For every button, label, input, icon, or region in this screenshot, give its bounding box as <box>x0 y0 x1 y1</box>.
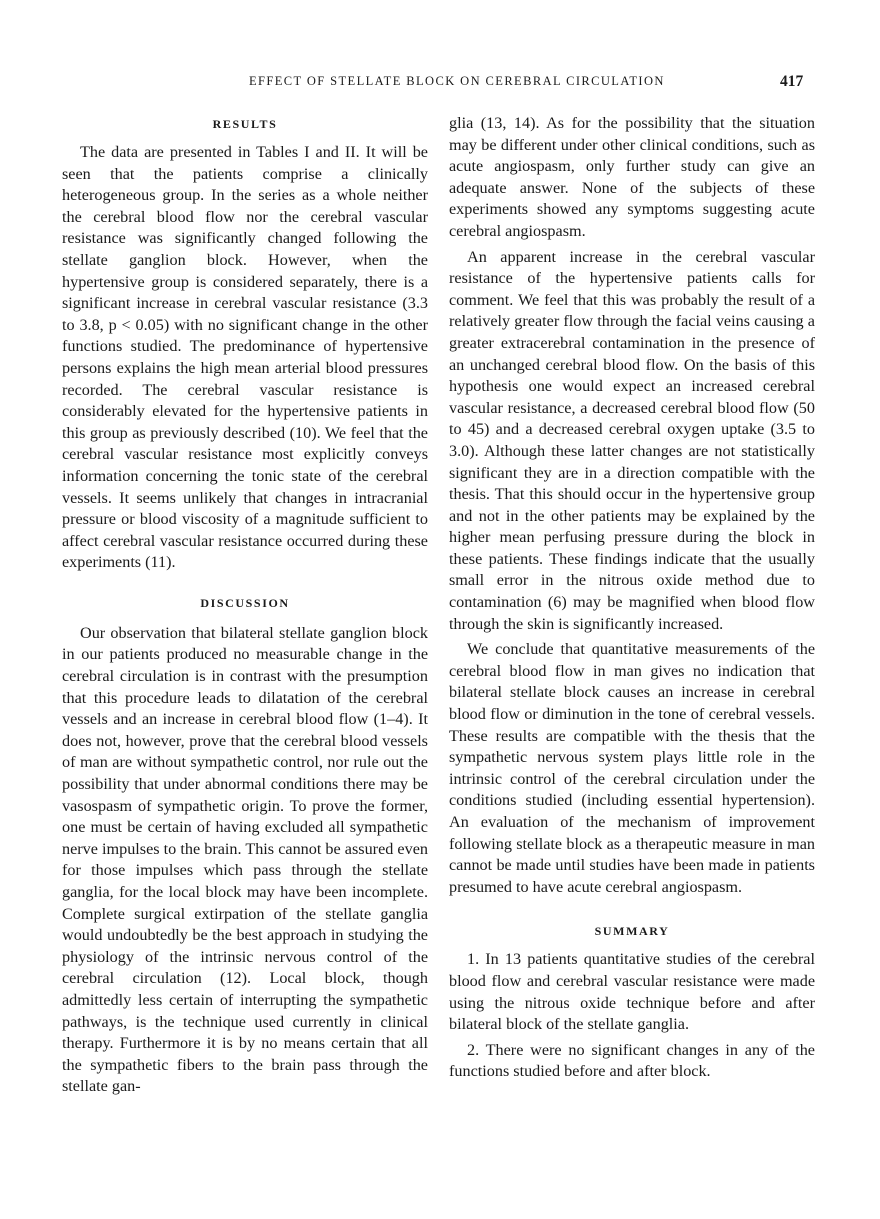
page-number: 417 <box>780 73 804 90</box>
results-paragraph: The data are presented in Tables I and II. It will be seen that the patients comprise a clinically heterogeneous group. In the series as a whole neither the cerebral blood flow nor the cerebral vascular resistance was significantly changed following the stellate ganglion block. However, when the hypertensive group is considered separately, there is a significant increase in cerebral vascular resistance (3.3 to 3.8, p < 0.05) with no significant change in the other functions studied. The predominance of hypertensive persons explains the high mean arterial blood pressures recorded. The cerebral vascular resistance is considerably elevated for the hypertensive patients in this group as previously described (10). We feel that the cerebral vascular resistance most explicitly conveys information concerning the tonic state of the cerebral vessels. It seems unlikely that changes in intracranial pressure or blood viscosity of a magnitude sufficient to affect cerebral vascular resistance occurred during these experiments (11). <box>62 143 428 572</box>
discussion-paragraph-3: We conclude that quantitative measurements of the cerebral blood flow in man gives no indication that bilateral stellate block causes an increase in cerebral blood flow or diminution in the tone of cerebral vessels. These results are compatible with the thesis that the sympathetic nervous system plays little role in the intrinsic control of the cerebral circulation under the conditions studied (including essential hypertension). An evaluation of the mechanism of improvement following stellate block as a therapeutic measure in man cannot be made until studies have been made in patients presumed to have acute cerebral angiospasm. <box>449 640 815 896</box>
discussion-paragraph-2: An apparent increase in the cerebral vascular resistance of the hypertensive patients calls for comment. We feel that this was probably the result of a relatively greater flow through the facial veins causing a greater extracerebral contamination in the presence of an unchanged cerebral blood flow. On the basis of this hypothesis one would expect an increased cerebral vascular resistance, a decreased cerebral blood flow (50 to 45) and a decreased cerebral oxygen uptake (3.5 to 3.0). Although these latter changes are not statistically significant they are in a direction compatible with the thesis. That this should occur in the hypertensive group and not in the other patients may be explained by the higher mean perfusing pressure during the block in these patients. These findings indicate that the usually small error in the nitrous oxide method due to contamination (6) may be magnified when blood flow through the skin is significantly increased. <box>449 247 815 633</box>
discussion-paragraph-1-continued: glia (13, 14). As for the possibility that the situation may be different under other clinical conditions, such as acute angiospasm, only further study can give an adequate answer. None of the subjects of these experiments showed any symptoms suggesting acute cerebral angiospasm. <box>449 114 815 240</box>
discussion-heading: DISCUSSION <box>200 595 290 610</box>
results-heading: RESULTS <box>212 117 278 131</box>
summary-item-1: 1. In 13 patients quantitative studies of the cerebral blood flow and cerebral vascular resistance were made using the nitrous oxide technique before and after bilateral block of the stellate ganglia. <box>449 950 815 1034</box>
running-head: EFFECT OF STELLATE BLOCK ON CEREBRAL CIRCULATION <box>249 74 665 88</box>
discussion-paragraph-1: Our observation that bilateral stellate ganglion block in our patients produced no measurable change in the cerebral circulation is in contrast with the presumption that this procedure leads to dilatation of the cerebral vessels and an increase in cerebral blood flow (1–4). It does not, however, prove that the cerebral blood vessels of man are without sympathetic control, nor rule out the possibility that under abnormal conditions there may be vasospasm of sympathetic origin. To prove the former, one must be certain of having excluded all sympathetic nerve impulses to the brain. This cannot be assured even for those impulses which pass through the stellate ganglia, for the local block may have been incomplete. Complete surgical extirpation of the stellate ganglia would undoubtedly be the best approach in studying the physiology of the intrinsic nervous control of the cerebral circulation (12). Local block, though admittedly less certain of interrupting the sympathetic pathways, is the technique used currently in clinical therapy. Furthermore it is by no means certain that all the sympathetic fibers to the brain pass through the stellate gan- <box>62 623 428 1096</box>
left-column <box>62 113 428 1098</box>
right-column <box>449 113 815 1083</box>
summary-heading: SUMMARY <box>594 924 670 939</box>
summary-item-2: 2. There were no significant changes in any of the functions studied before and after block. <box>449 1040 815 1081</box>
